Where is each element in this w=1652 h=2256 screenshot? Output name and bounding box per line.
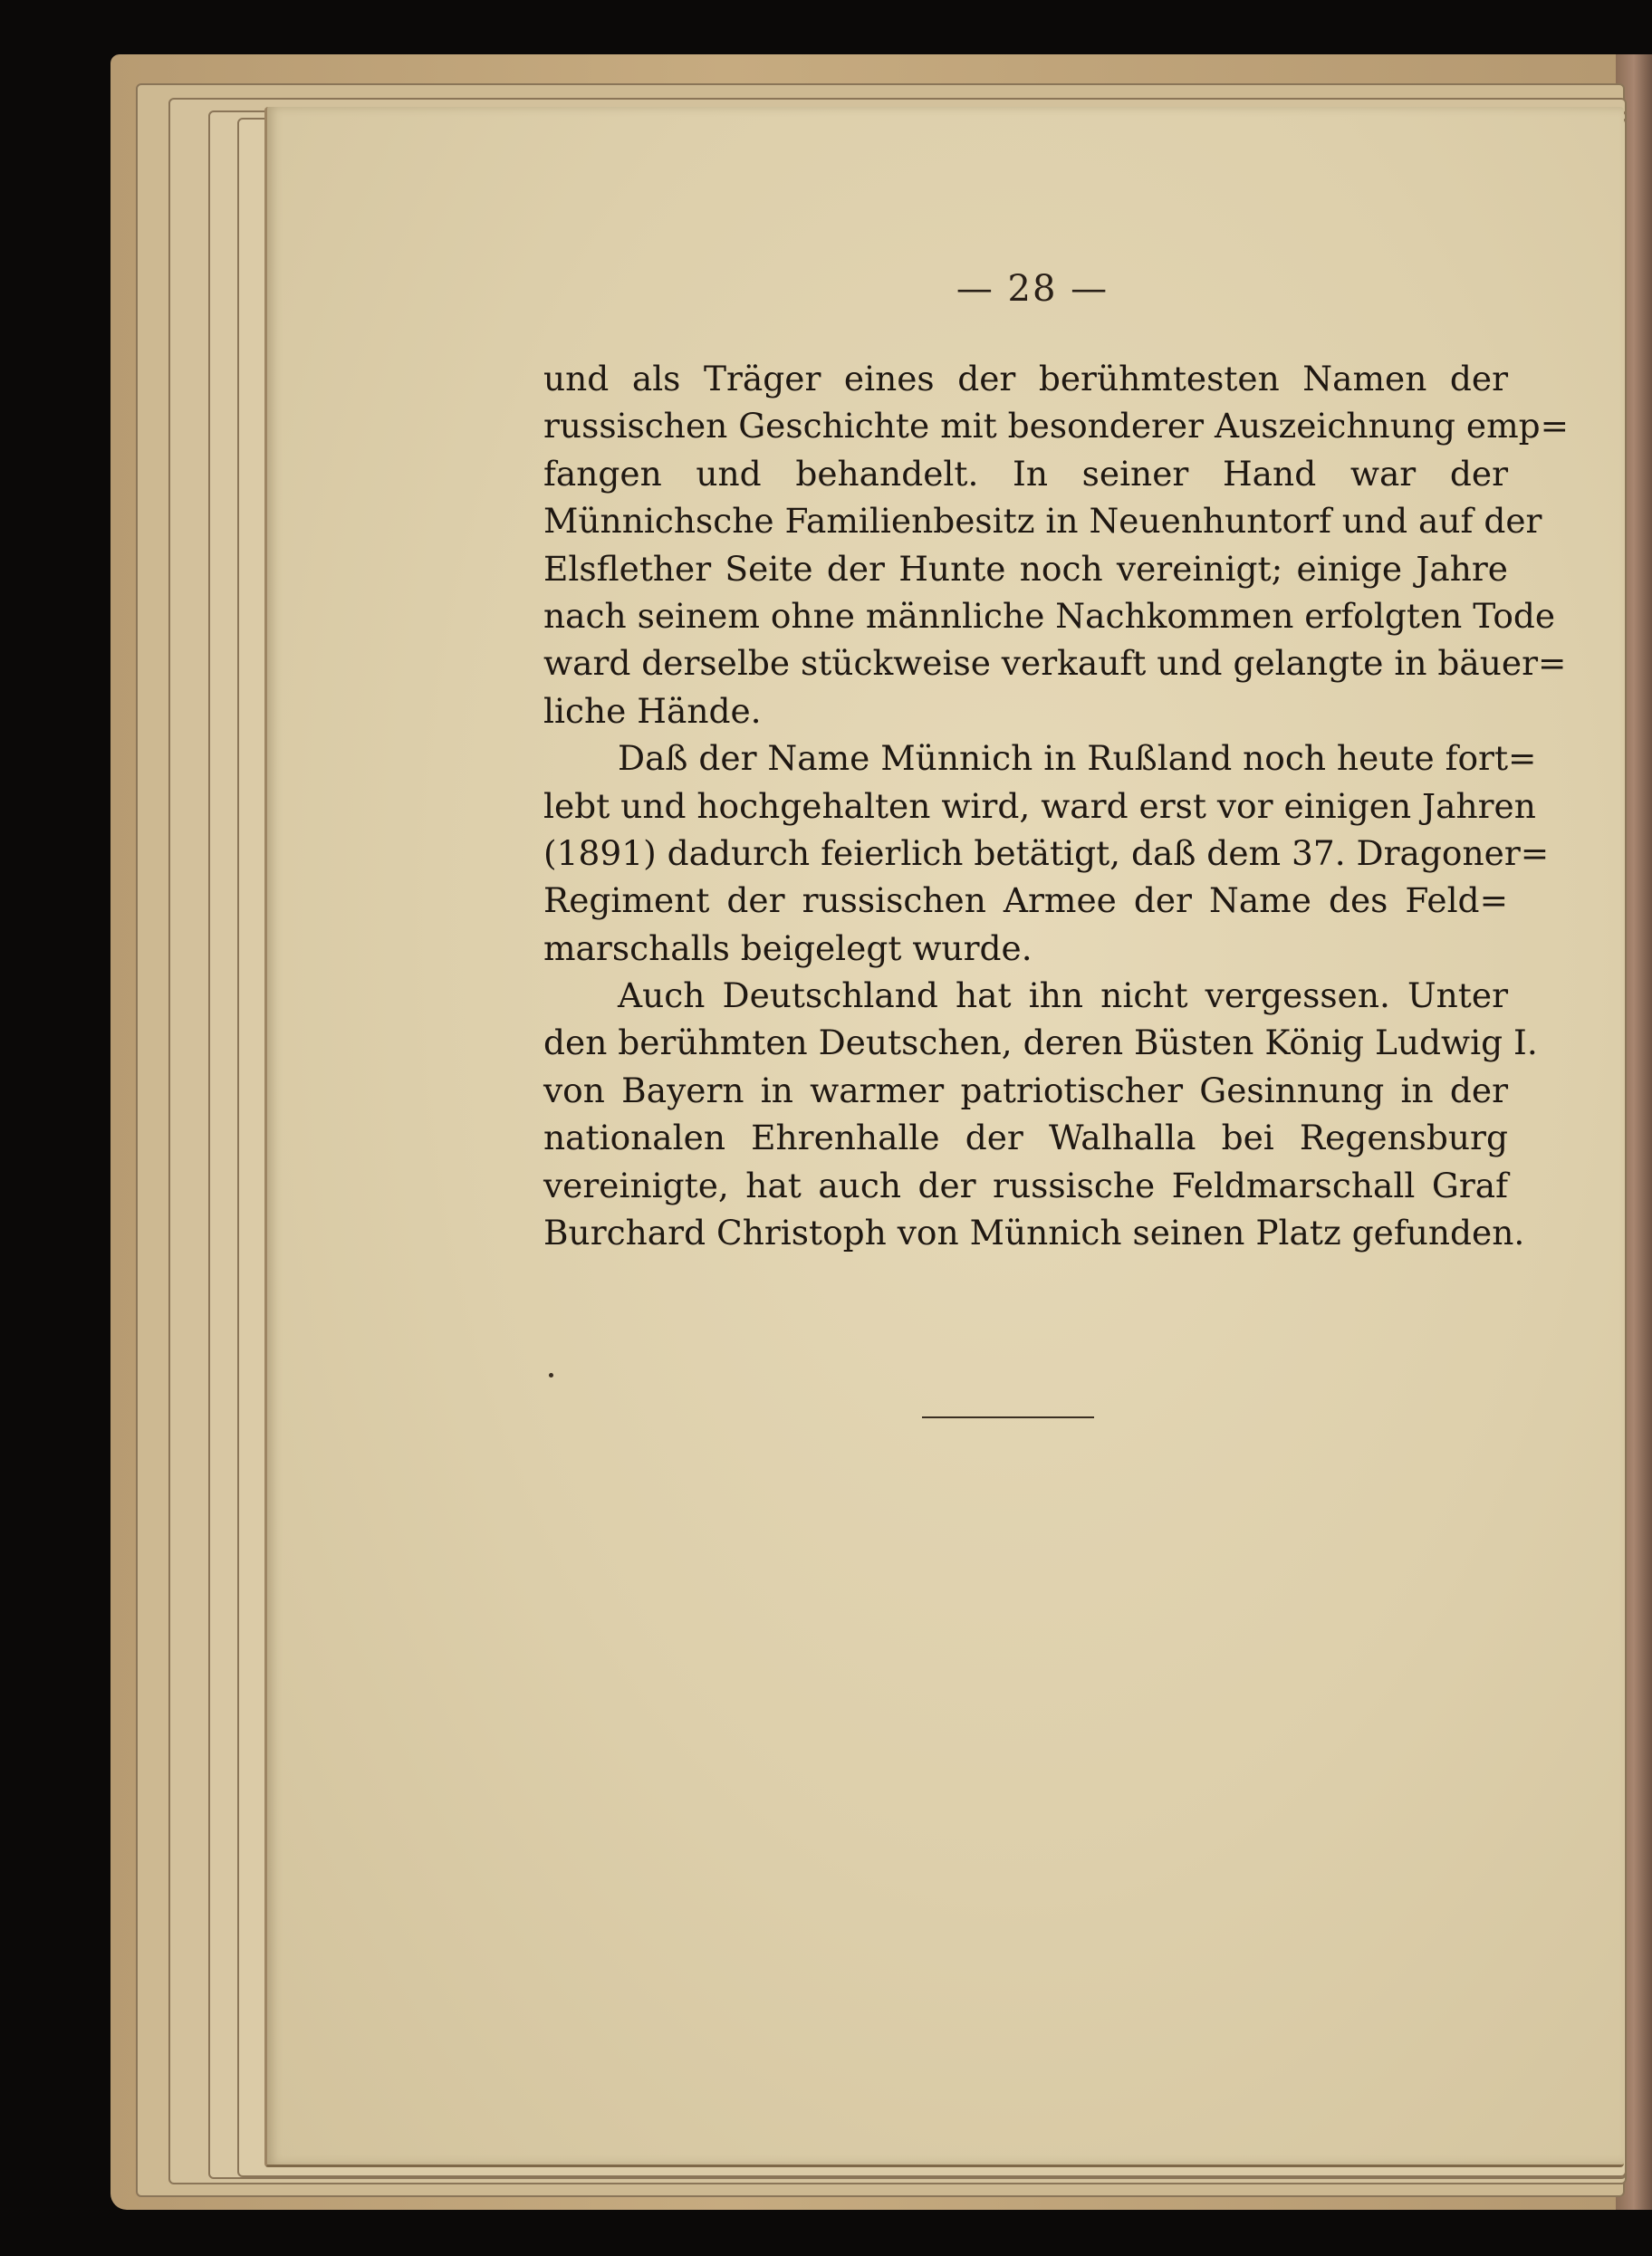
body-text	[543, 355, 1570, 1256]
text-line: Auch Deutschland hat ihn nicht vergessen. Unter	[618, 975, 1508, 1016]
text-line: Burchard Christoph von Münnich seinen Platz gefunden.	[543, 1213, 1525, 1253]
text-line: nach seinem ohne männliche Nachkommen erfolgten Tode	[543, 595, 1556, 636]
text-line: nationalen Ehrenhalle der Walhalla bei Regensburg	[543, 1118, 1508, 1158]
text-line: Elsflether Seite der Hunte noch vereinigt; einige Jahre	[543, 548, 1508, 589]
ink-speck	[549, 1373, 553, 1378]
text-line: (1891) dadurch feierlich betätigt, daß dem 37. Dragoner=	[543, 832, 1550, 873]
text-line: Münnichsche Familienbesitz in Neuenhuntorf und auf der	[543, 501, 1542, 542]
section-rule	[922, 1416, 1094, 1418]
text-line: Daß der Name Münnich in Rußland noch heute fort=	[618, 738, 1537, 779]
page-number: — 28 —	[956, 268, 1109, 310]
text-line: und als Träger eines der berühmtesten Namen der	[543, 359, 1508, 398]
text-line: den berühmten Deutschen, deren Büsten König Ludwig I.	[543, 1022, 1538, 1063]
text-line: von Bayern in warmer patriotischer Gesinnung in der	[543, 1070, 1508, 1110]
text-line: lebt und hochgehalten wird, ward erst vor einigen Jahren	[543, 785, 1536, 826]
text-line: Regiment der russischen Armee der Name des Feld=	[543, 880, 1508, 921]
text-line: ward derselbe stückweise verkauft und gelangte in bäuer=	[543, 643, 1567, 684]
text-line: liche Hände.	[543, 690, 762, 731]
text-line: fangen und behandelt. In seiner Hand war der	[543, 453, 1508, 494]
text-line: marschalls beigelegt wurde.	[543, 927, 1032, 968]
text-line: russischen Geschichte mit besonderer Auszeichnung emp=	[543, 406, 1570, 446]
text-line: vereinigte, hat auch der russische Feldmarschall Graf	[543, 1165, 1508, 1205]
